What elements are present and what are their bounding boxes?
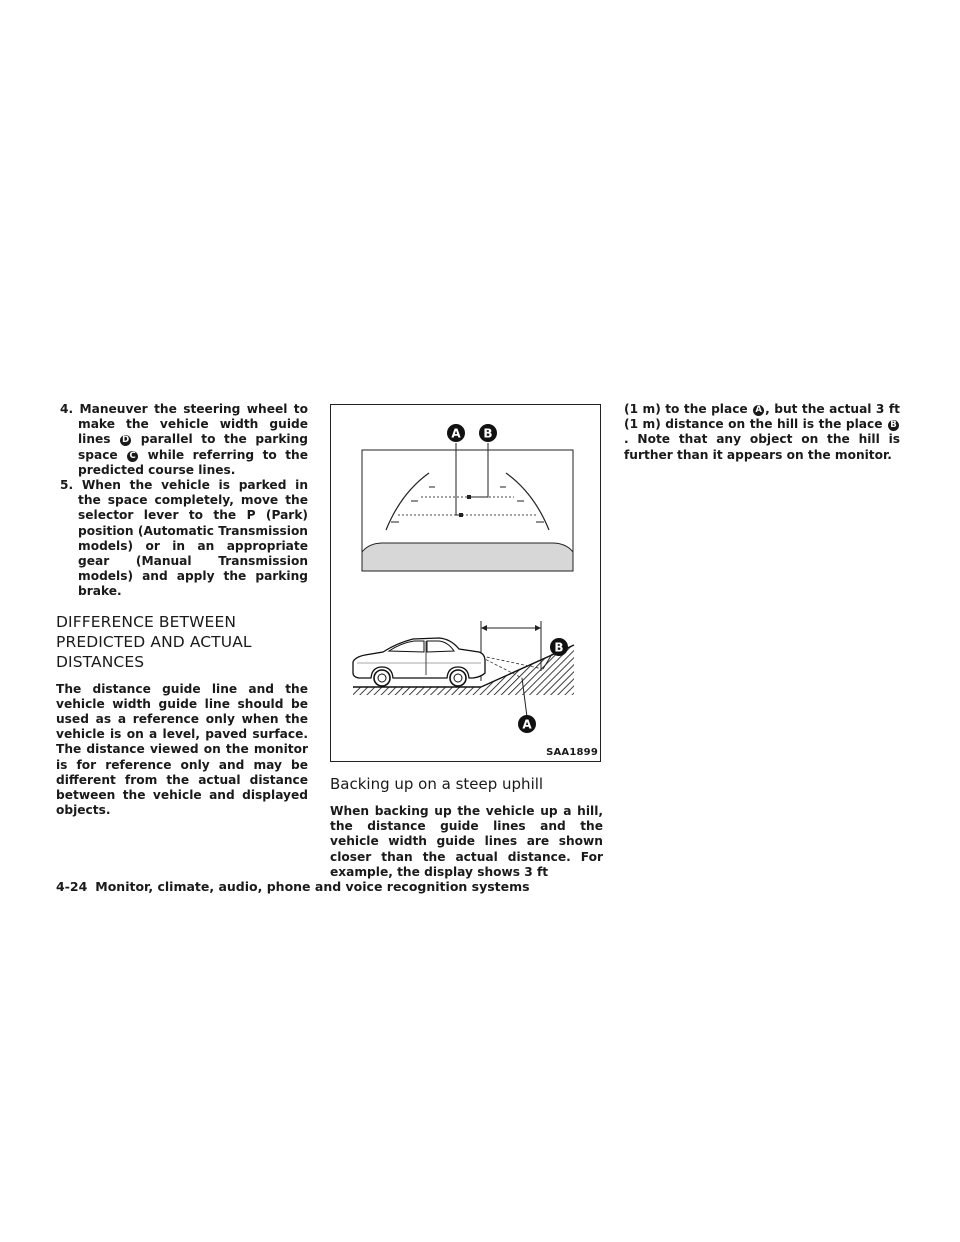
car-on-hill-scene (353, 621, 574, 717)
svg-text:A: A (451, 426, 461, 441)
chapter-title: Monitor, climate, audio, phone and voice recognition systems (95, 879, 530, 894)
marker-a-icon: A (753, 405, 764, 416)
middle-column (330, 402, 603, 880)
section-heading: DIFFERENCE BETWEEN PREDICTED AND ACTUAL DISTANCES (56, 612, 252, 671)
subsection-paragraph: When backing up the vehicle up a hill, the distance guide lines and the vehicle width guide lines are shown closer than the actual distance. For example, the display shows 3 ft (330, 804, 603, 879)
marker-d-icon: D (122, 435, 130, 446)
step-text: while referring to the predicted course lines. (78, 447, 308, 477)
svg-text:B: B (554, 640, 564, 655)
paragraph-text: , but the actual 3 ft (1 m) distance on the hill is the place (624, 402, 900, 432)
steps-list (56, 402, 308, 600)
svg-text:B: B (483, 426, 493, 441)
page-number: 4-24 (56, 879, 88, 894)
marker-b-icon: B (888, 420, 899, 431)
figure-illustration (330, 404, 601, 762)
step-text: When the vehicle is parked in the space completely, move the selector lever to the P (Park) position (Automatic Transmission models) or in an appropriate gear (Manual Transmission models) and apply the parking brake. (78, 478, 308, 599)
step-number: 5. (60, 478, 74, 493)
label-b-icon (479, 424, 497, 442)
right-column (624, 402, 900, 463)
label-a-icon (447, 424, 465, 442)
paragraph-text: . Note that any object on the hill is further than it appears on the monitor. (624, 432, 900, 462)
label-a-icon (518, 715, 536, 733)
marker-c-icon: C (127, 451, 138, 462)
step-5 (56, 478, 308, 600)
page-footer (56, 879, 530, 894)
step-4 (56, 402, 308, 478)
subsection-heading: Backing up on a steep uphill (330, 775, 544, 793)
left-column (56, 402, 308, 818)
step-text: Maneuver the steering wheel to make the vehicle width guide lines (78, 402, 308, 447)
step-text: parallel to the parking space (78, 432, 309, 462)
label-b-icon (550, 638, 568, 656)
paragraph-text: (1 m) to the place (624, 402, 748, 416)
section-paragraph: The distance guide line and the vehicle width guide line should be used as a reference only when the vehicle is on a level, paved surface. The distance viewed on the monitor is for reference only and may be different from the actual distance between the vehicle and displayed objects. (56, 681, 308, 818)
figure-code: SAA1899 (546, 746, 598, 758)
svg-text:A: A (522, 717, 532, 732)
step-number: 4. (60, 402, 74, 416)
continued-paragraph (624, 402, 900, 463)
rear-view-diagram (331, 405, 600, 761)
monitor-screen (362, 443, 573, 571)
